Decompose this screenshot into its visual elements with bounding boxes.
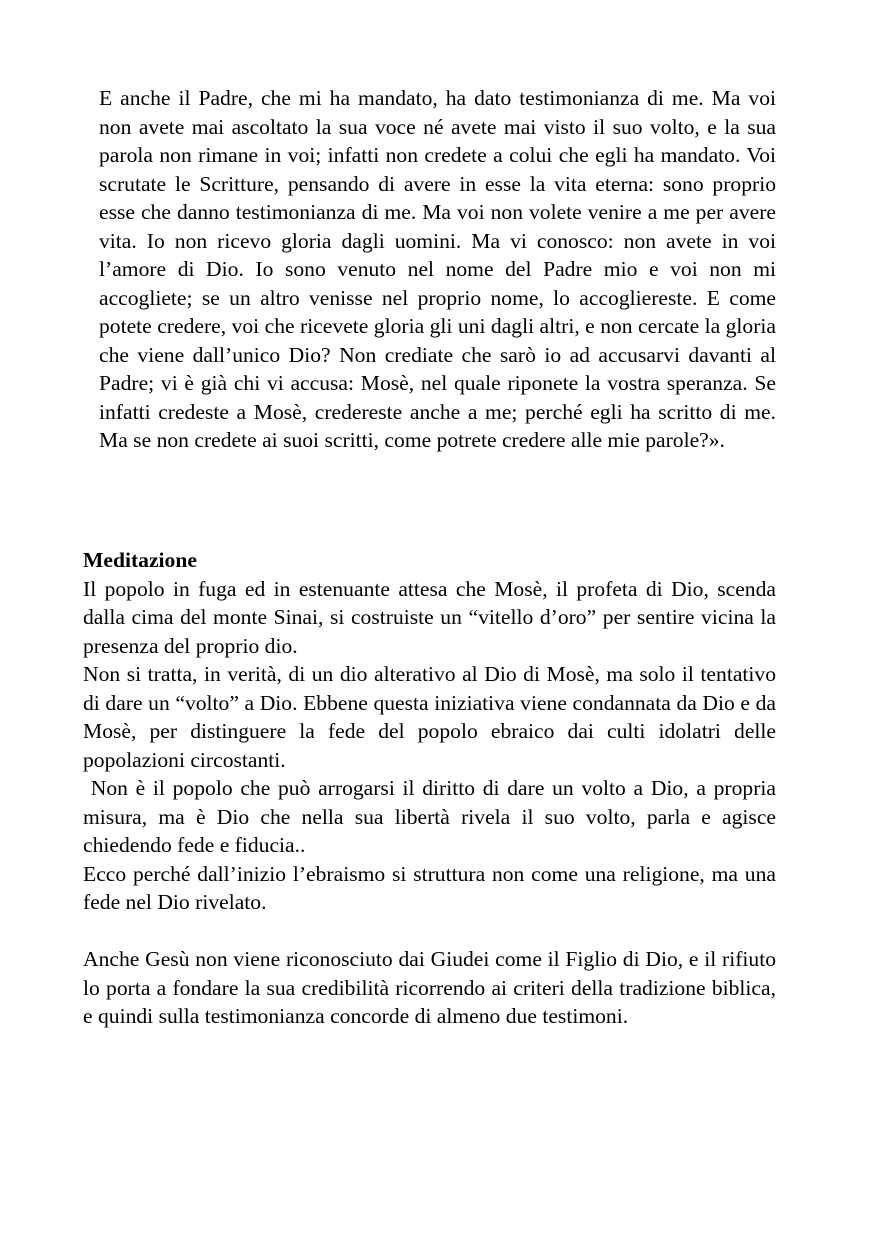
meditation-paragraph: Anche Gesù non viene riconosciuto dai Giudei come il Figlio di Dio, e il rifiuto lo porta a fondare la sua credibilità ricorrendo ai criteri della tradizione biblica, e quindi sulla testimonianza concorde di almeno due testimoni.: [83, 947, 776, 1028]
meditation-paragraph: Non è il popolo che può arrogarsi il diritto di dare un volto a Dio, a propria misura, ma è Dio che nella sua libertà rivela il suo volto, parla e agisce chiedendo fede e fiducia..: [83, 776, 782, 857]
meditation-paragraph: Non si tratta, in verità, di un dio alterativo al Dio di Mosè, ma solo il tentativo di dare un “volto” a Dio. Ebbene questa iniziativa viene condannata da Dio e da Mosè, per distinguere la fede del popolo ebraico dai culti idolatri delle popolazioni circostanti.: [83, 662, 776, 772]
meditation-paragraph: Ecco perché dall’inizio l’ebraismo si struttura non come una religione, ma una fede nel Dio rivelato.: [83, 861, 776, 914]
meditation-paragraph: Il popolo in fuga ed in estenuante attesa che Mosè, il profeta di Dio, scenda dalla cima del monte Sinai, si costruiste un “vitello d’oro” per sentire vicina la presenza del proprio dio.: [83, 576, 776, 658]
meditation-heading: Meditazione: [83, 548, 197, 572]
gospel-passage: E anche il Padre, che mi ha mandato, ha dato testimonianza di me. Ma voi non avete mai ascoltato la sua voce né avete mai visto il suo volto, e la sua parola non rimane in voi; infatti non credete a colui che egli ha mandato. Voi scrutate le Scritture, pensando di avere in esse la vita eterna: sono proprio esse che danno testimonianza di me. Ma voi non volete venire a me per avere vita. Io non ricevo gloria dagli uomini. Ma vi conosco: non avete in voi l’amore di Dio. Io sono venuto nel nome del Padre mio e voi non mi accogliete; se un altro venisse nel proprio nome, lo accogliereste. E come potete credere, voi che ricevete gloria gli uni dagli altri, e non cercate la gloria che viene dall’unico Dio? Non crediate che sarò io ad accusarvi davanti al Padre; vi è già chi vi accusa: Mosè, nel quale riponete la vostra speranza. Se infatti credeste a Mosè, credereste anche a me; perché egli ha scritto di me. Ma se non credete ai suoi scritti, come potrete credere alle mie parole?».: [99, 86, 776, 452]
paragraph-spacer: [83, 917, 776, 946]
meditation-section: [83, 546, 782, 1031]
